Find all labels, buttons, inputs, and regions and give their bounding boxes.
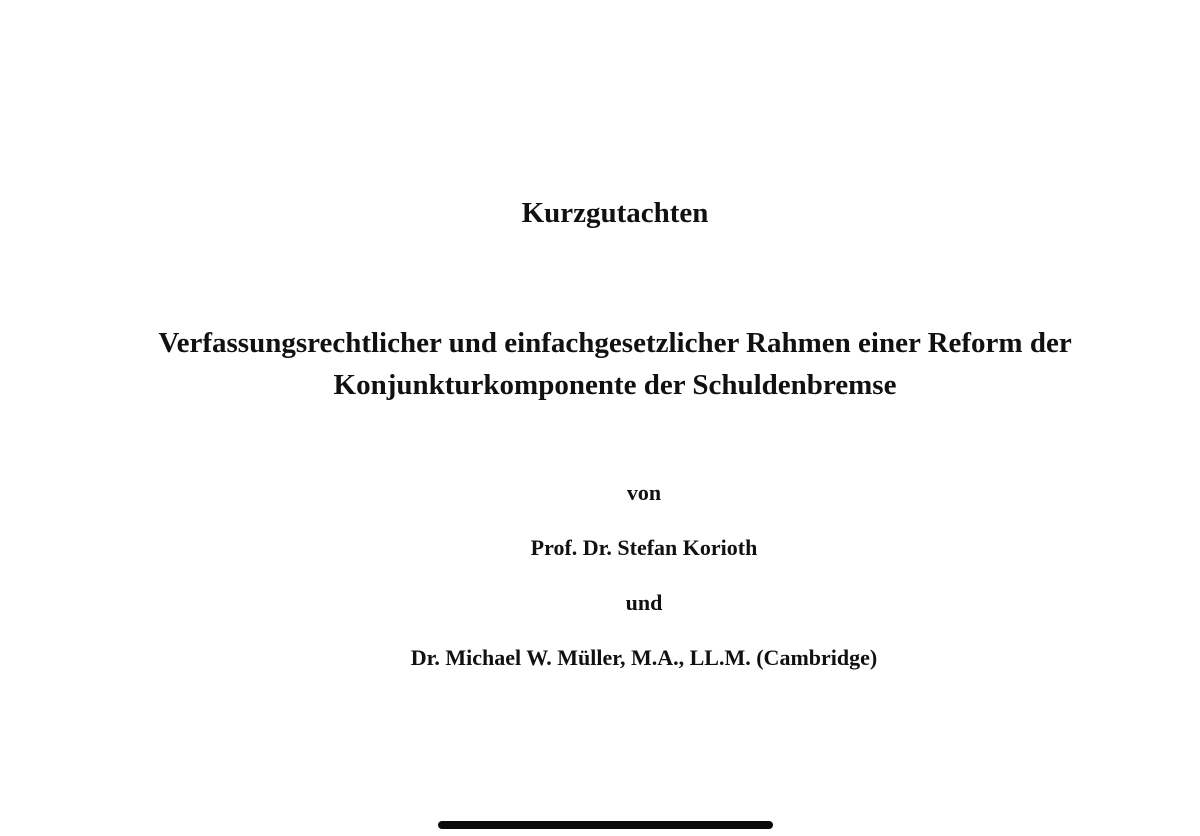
and-label: und bbox=[625, 590, 663, 615]
document-title-line-1: Verfassungsrechtlicher und einfachgesetzlicher Rahmen einer Reform der bbox=[158, 327, 1072, 359]
author-1: Prof. Dr. Stefan Korioth bbox=[530, 535, 758, 560]
document-title-line-2: Konjunkturkomponente der Schuldenbremse bbox=[333, 369, 897, 401]
home-indicator[interactable] bbox=[438, 821, 773, 829]
author-2: Dr. Michael W. Müller, M.A., LL.M. (Cambridge) bbox=[410, 645, 878, 670]
document-type-heading: Kurzgutachten bbox=[521, 197, 709, 229]
by-label: von bbox=[626, 480, 662, 505]
